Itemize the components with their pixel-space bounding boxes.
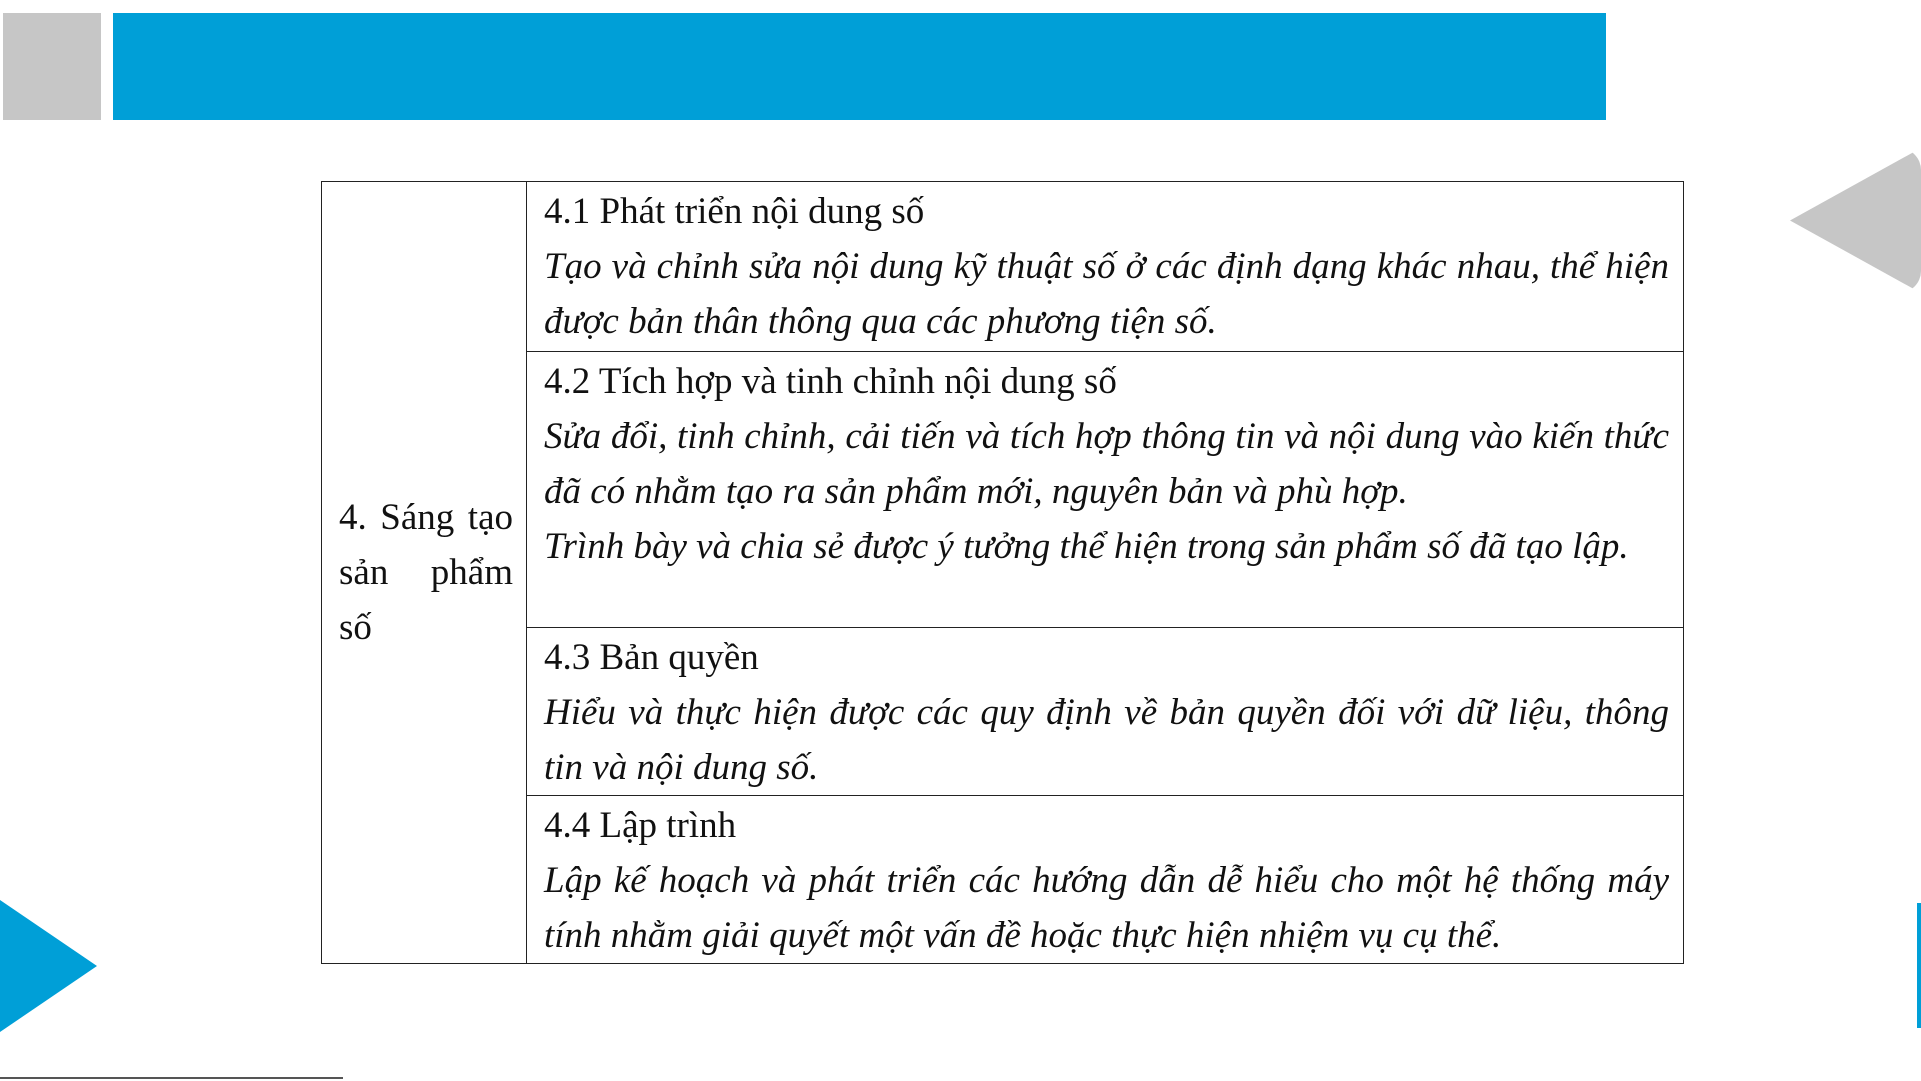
table-row xyxy=(322,628,1684,796)
competency-description: Trình bày và chia sẻ được ý tưởng thể hiện trong sản phẩm số đã tạo lập. xyxy=(544,526,1629,567)
competency-description: Sửa đổi, tinh chỉnh, cải tiến và tích hợp thông tin và nội dung vào kiến thức đã có nhằm tạo ra sản phẩm mới, nguyên bản và phù hợp. xyxy=(544,416,1669,512)
competency-heading: 4.2 Tích hợp và tinh chỉnh nội dung số xyxy=(544,361,1117,402)
competency-description: Tạo và chỉnh sửa nội dung kỹ thuật số ở các định dạng khác nhau, thể hiện được bản thân thông qua các phương tiện số. xyxy=(544,246,1669,342)
competency-heading: 4.4 Lập trình xyxy=(544,805,737,846)
competency-description: Lập kế hoạch và phát triển các hướng dẫn dễ hiểu cho một hệ thống máy tính nhằm giải quyết một vấn đề hoặc thực hiện nhiệm vụ cụ thể. xyxy=(544,860,1669,956)
competency-cell xyxy=(527,796,1684,964)
category-cell xyxy=(322,182,527,964)
competency-cell xyxy=(527,352,1684,628)
competency-table xyxy=(321,181,1684,964)
next-slide-arrow[interactable] xyxy=(0,900,97,1032)
competency-heading: 4.3 Bản quyền xyxy=(544,637,759,678)
edge-accent xyxy=(1917,903,1921,1028)
title-bar xyxy=(113,13,1606,120)
previous-slide-arrow[interactable] xyxy=(1790,148,1921,293)
table-row xyxy=(322,352,1684,628)
competency-description: Hiểu và thực hiện được các quy định về bản quyền đối với dữ liệu, thông tin và nội dung số. xyxy=(544,692,1669,788)
competency-cell xyxy=(527,182,1684,352)
category-label: 4. Sáng tạo sản phẩm số xyxy=(339,497,513,648)
title-grey-square xyxy=(3,13,101,120)
table-row xyxy=(322,182,1684,352)
table-row xyxy=(322,796,1684,964)
competency-cell xyxy=(527,628,1684,796)
competency-heading: 4.1 Phát triển nội dung số xyxy=(544,191,925,232)
footer-line xyxy=(0,1077,343,1079)
